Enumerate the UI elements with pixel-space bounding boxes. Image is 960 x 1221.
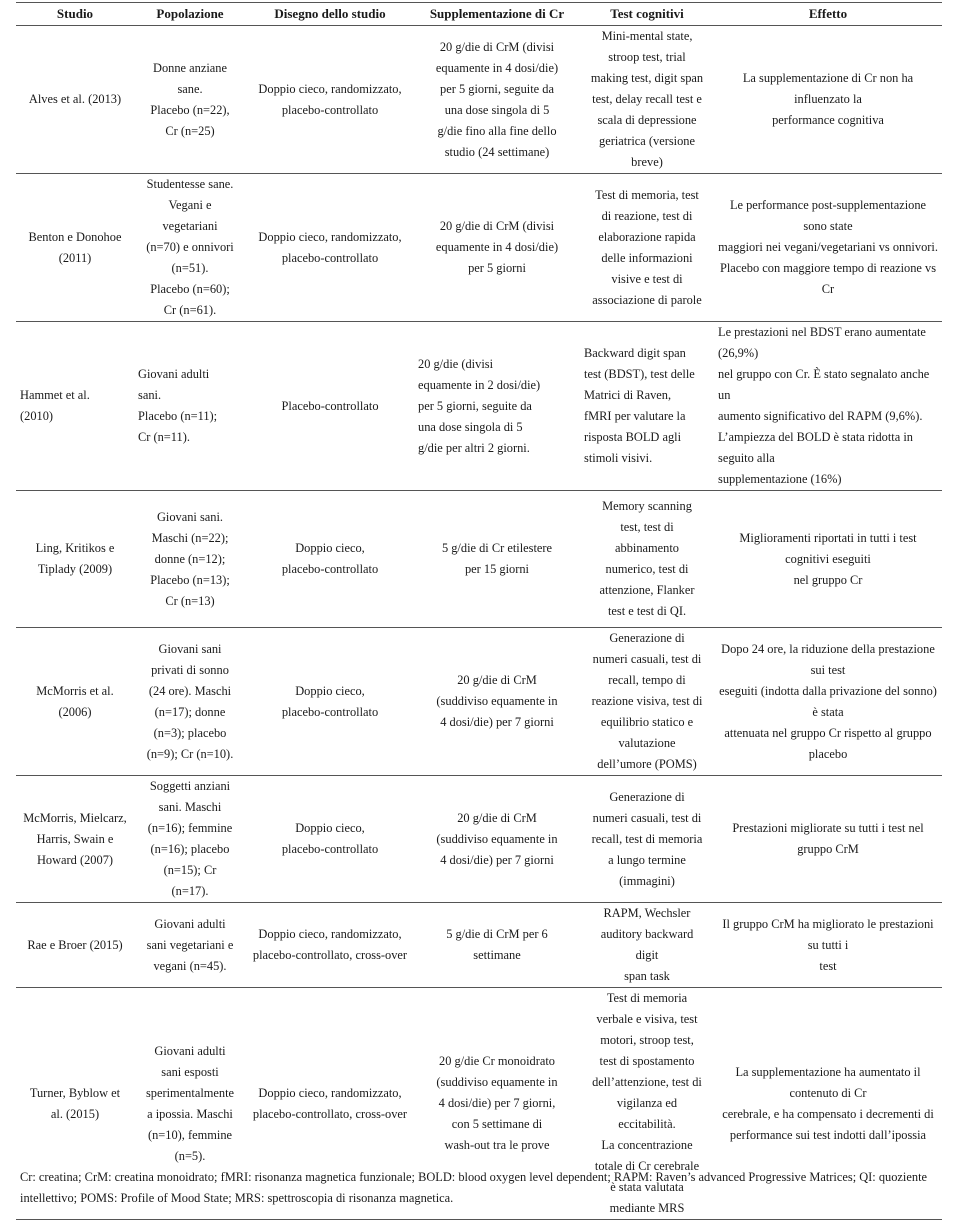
- cell-supplementazione: 5 g/die di CrM per 6 settimane: [414, 903, 580, 988]
- table-row: [16, 491, 942, 628]
- cell-studio: McMorris, Mielcarz, Harris, Swain e Howard (2007): [16, 776, 134, 903]
- cell-popolazione: Giovani sani privati di sonno (24 ore). Maschi (n=17); donne (n=3); placebo (n=9); Cr (n=10).: [134, 628, 246, 776]
- cell-effetto: La supplementazione di Cr non ha influenzato la performance cognitiva: [714, 26, 942, 174]
- cell-popolazione: Studentesse sane. Vegani e vegetariani (n=70) e onnivori (n=51). Placebo (n=60); Cr (n=61).: [134, 174, 246, 322]
- header-supplementazione: Supplementazione di Cr: [414, 3, 580, 26]
- cell-effetto: Il gruppo CrM ha migliorato le prestazioni su tutti i test: [714, 903, 942, 988]
- cell-disegno: Doppio cieco, randomizzato, placebo-controllato, cross-over: [246, 903, 414, 988]
- header-effetto: Effetto: [714, 3, 942, 26]
- cell-disegno: Doppio cieco, placebo-controllato: [246, 491, 414, 628]
- cell-effetto: Prestazioni migliorate su tutti i test nel gruppo CrM: [714, 776, 942, 903]
- cell-supplementazione: 20 g/die di CrM (divisi equamente in 4 dosi/die) per 5 giorni, seguite da una dose singola di 5 g/die fino alla fine dello studio (24 settimane): [414, 26, 580, 174]
- cell-effetto: La supplementazione ha aumentato il contenuto di Cr cerebrale, e ha compensato i decrementi di performance sui test indotti dall’ipossia: [714, 988, 942, 1220]
- cell-disegno: Doppio cieco, randomizzato, placebo-controllato, cross-over: [246, 988, 414, 1220]
- table-row: [16, 26, 942, 174]
- table-footnote: Cr: creatina; CrM: creatina monoidrato; fMRI: risonanza magnetica funzionale; BOLD: blood oxygen level dependent; RAPM: Raven’s advanced Progressive Matrices; QI: quoziente intellettivo; POMS: Profile of Mood State; MRS: spettroscopia di risonanza magnetica.: [20, 1170, 928, 1205]
- cell-popolazione: Giovani adulti sani. Placebo (n=11); Cr (n=11).: [134, 322, 246, 491]
- cell-studio: Benton e Donohoe (2011): [16, 174, 134, 322]
- table-row: [16, 628, 942, 776]
- cell-supplementazione: 20 g/die di CrM (divisi equamente in 4 dosi/die) per 5 giorni: [414, 174, 580, 322]
- cell-disegno: Doppio cieco, randomizzato, placebo-controllato: [246, 26, 414, 174]
- header-studio: Studio: [16, 3, 134, 26]
- header-popolazione: Popolazione: [134, 3, 246, 26]
- cell-supplementazione: 5 g/die di Cr etilestere per 15 giorni: [414, 491, 580, 628]
- cell-popolazione: Soggetti anziani sani. Maschi (n=16); femmine (n=16); placebo (n=15); Cr (n=17).: [134, 776, 246, 903]
- cell-effetto: Le prestazioni nel BDST erano aumentate (26,9%) nel gruppo con Cr. È stato segnalato anche un aumento significativo del RAPM (9,6%). L’ampiezza del BOLD è stata ridotta in seguito alla supplementazione (16%): [714, 322, 942, 491]
- cell-studio: Hammet et al. (2010): [16, 322, 134, 491]
- studies-table: [16, 2, 942, 1220]
- cell-disegno: Doppio cieco, placebo-controllato: [246, 628, 414, 776]
- cell-effetto: Dopo 24 ore, la riduzione della prestazione sui test eseguiti (indotta dalla privazione del sonno) è stata attenuata nel gruppo Cr rispetto al gruppo placebo: [714, 628, 942, 776]
- cell-studio: Alves et al. (2013): [16, 26, 134, 174]
- cell-test: Generazione di numeri casuali, test di recall, test di memoria a lungo termine (immagini): [580, 776, 714, 903]
- cell-studio: Rae e Broer (2015): [16, 903, 134, 988]
- cell-popolazione: Giovani adulti sani esposti sperimentalmente a ipossia. Maschi (n=10), femmine (n=5).: [134, 988, 246, 1220]
- cell-supplementazione: 20 g/die di CrM (suddiviso equamente in 4 dosi/die) per 7 giorni: [414, 628, 580, 776]
- cell-disegno: Placebo-controllato: [246, 322, 414, 491]
- cell-supplementazione: 20 g/die Cr monoidrato (suddiviso equamente in 4 dosi/die) per 7 giorni, con 5 settimane di wash-out tra le prove: [414, 988, 580, 1220]
- table-row: [16, 322, 942, 491]
- table-row: [16, 174, 942, 322]
- cell-effetto: Le performance post-supplementazione sono state maggiori nei vegani/vegetariani vs onnivori. Placebo con maggiore tempo di reazione vs Cr: [714, 174, 942, 322]
- cell-studio: McMorris et al. (2006): [16, 628, 134, 776]
- cell-test: Mini-mental state, stroop test, trial making test, digit span test, delay recall test e scala di depressione geriatrica (versione breve): [580, 26, 714, 174]
- table-row: [16, 903, 942, 988]
- cell-popolazione: Giovani adulti sani vegetariani e vegani (n=45).: [134, 903, 246, 988]
- header-disegno: Disegno dello studio: [246, 3, 414, 26]
- table-row: [16, 776, 942, 903]
- cell-disegno: Doppio cieco, randomizzato, placebo-controllato: [246, 174, 414, 322]
- cell-test: Generazione di numeri casuali, test di recall, tempo di reazione visiva, test di equilibrio statico e valutazione dell’umore (POMS): [580, 628, 714, 776]
- cell-supplementazione: 20 g/die (divisi equamente in 2 dosi/die) per 5 giorni, seguite da una dose singola di 5 g/die per altri 2 giorni.: [414, 322, 580, 491]
- cell-test: Test di memoria verbale e visiva, test motori, stroop test, test di spostamento dell’attenzione, test di vigilanza ed eccitabilità. La concentrazione totale di Cr cerebrale è stata valutata mediante MRS: [580, 988, 714, 1220]
- cell-popolazione: Donne anziane sane. Placebo (n=22), Cr (n=25): [134, 26, 246, 174]
- cell-test: Test di memoria, test di reazione, test di elaborazione rapida delle informazioni visive e test di associazione di parole: [580, 174, 714, 322]
- cell-supplementazione: 20 g/die di CrM (suddiviso equamente in 4 dosi/die) per 7 giorni: [414, 776, 580, 903]
- cell-disegno: Doppio cieco, placebo-controllato: [246, 776, 414, 903]
- cell-effetto: Miglioramenti riportati in tutti i test cognitivi eseguiti nel gruppo Cr: [714, 491, 942, 628]
- cell-test: Backward digit span test (BDST), test delle Matrici di Raven, fMRI per valutare la risposta BOLD agli stimoli visivi.: [580, 322, 714, 491]
- cell-studio: Ling, Kritikos e Tiplady (2009): [16, 491, 134, 628]
- cell-test: Memory scanning test, test di abbinamento numerico, test di attenzione, Flanker test e test di QI.: [580, 491, 714, 628]
- cell-test: RAPM, Wechsler auditory backward digit span task: [580, 903, 714, 988]
- cell-studio: Turner, Byblow et al. (2015): [16, 988, 134, 1220]
- header-test: Test cognitivi: [580, 3, 714, 26]
- cell-popolazione: Giovani sani. Maschi (n=22); donne (n=12); Placebo (n=13); Cr (n=13): [134, 491, 246, 628]
- table-header-row: [16, 3, 942, 26]
